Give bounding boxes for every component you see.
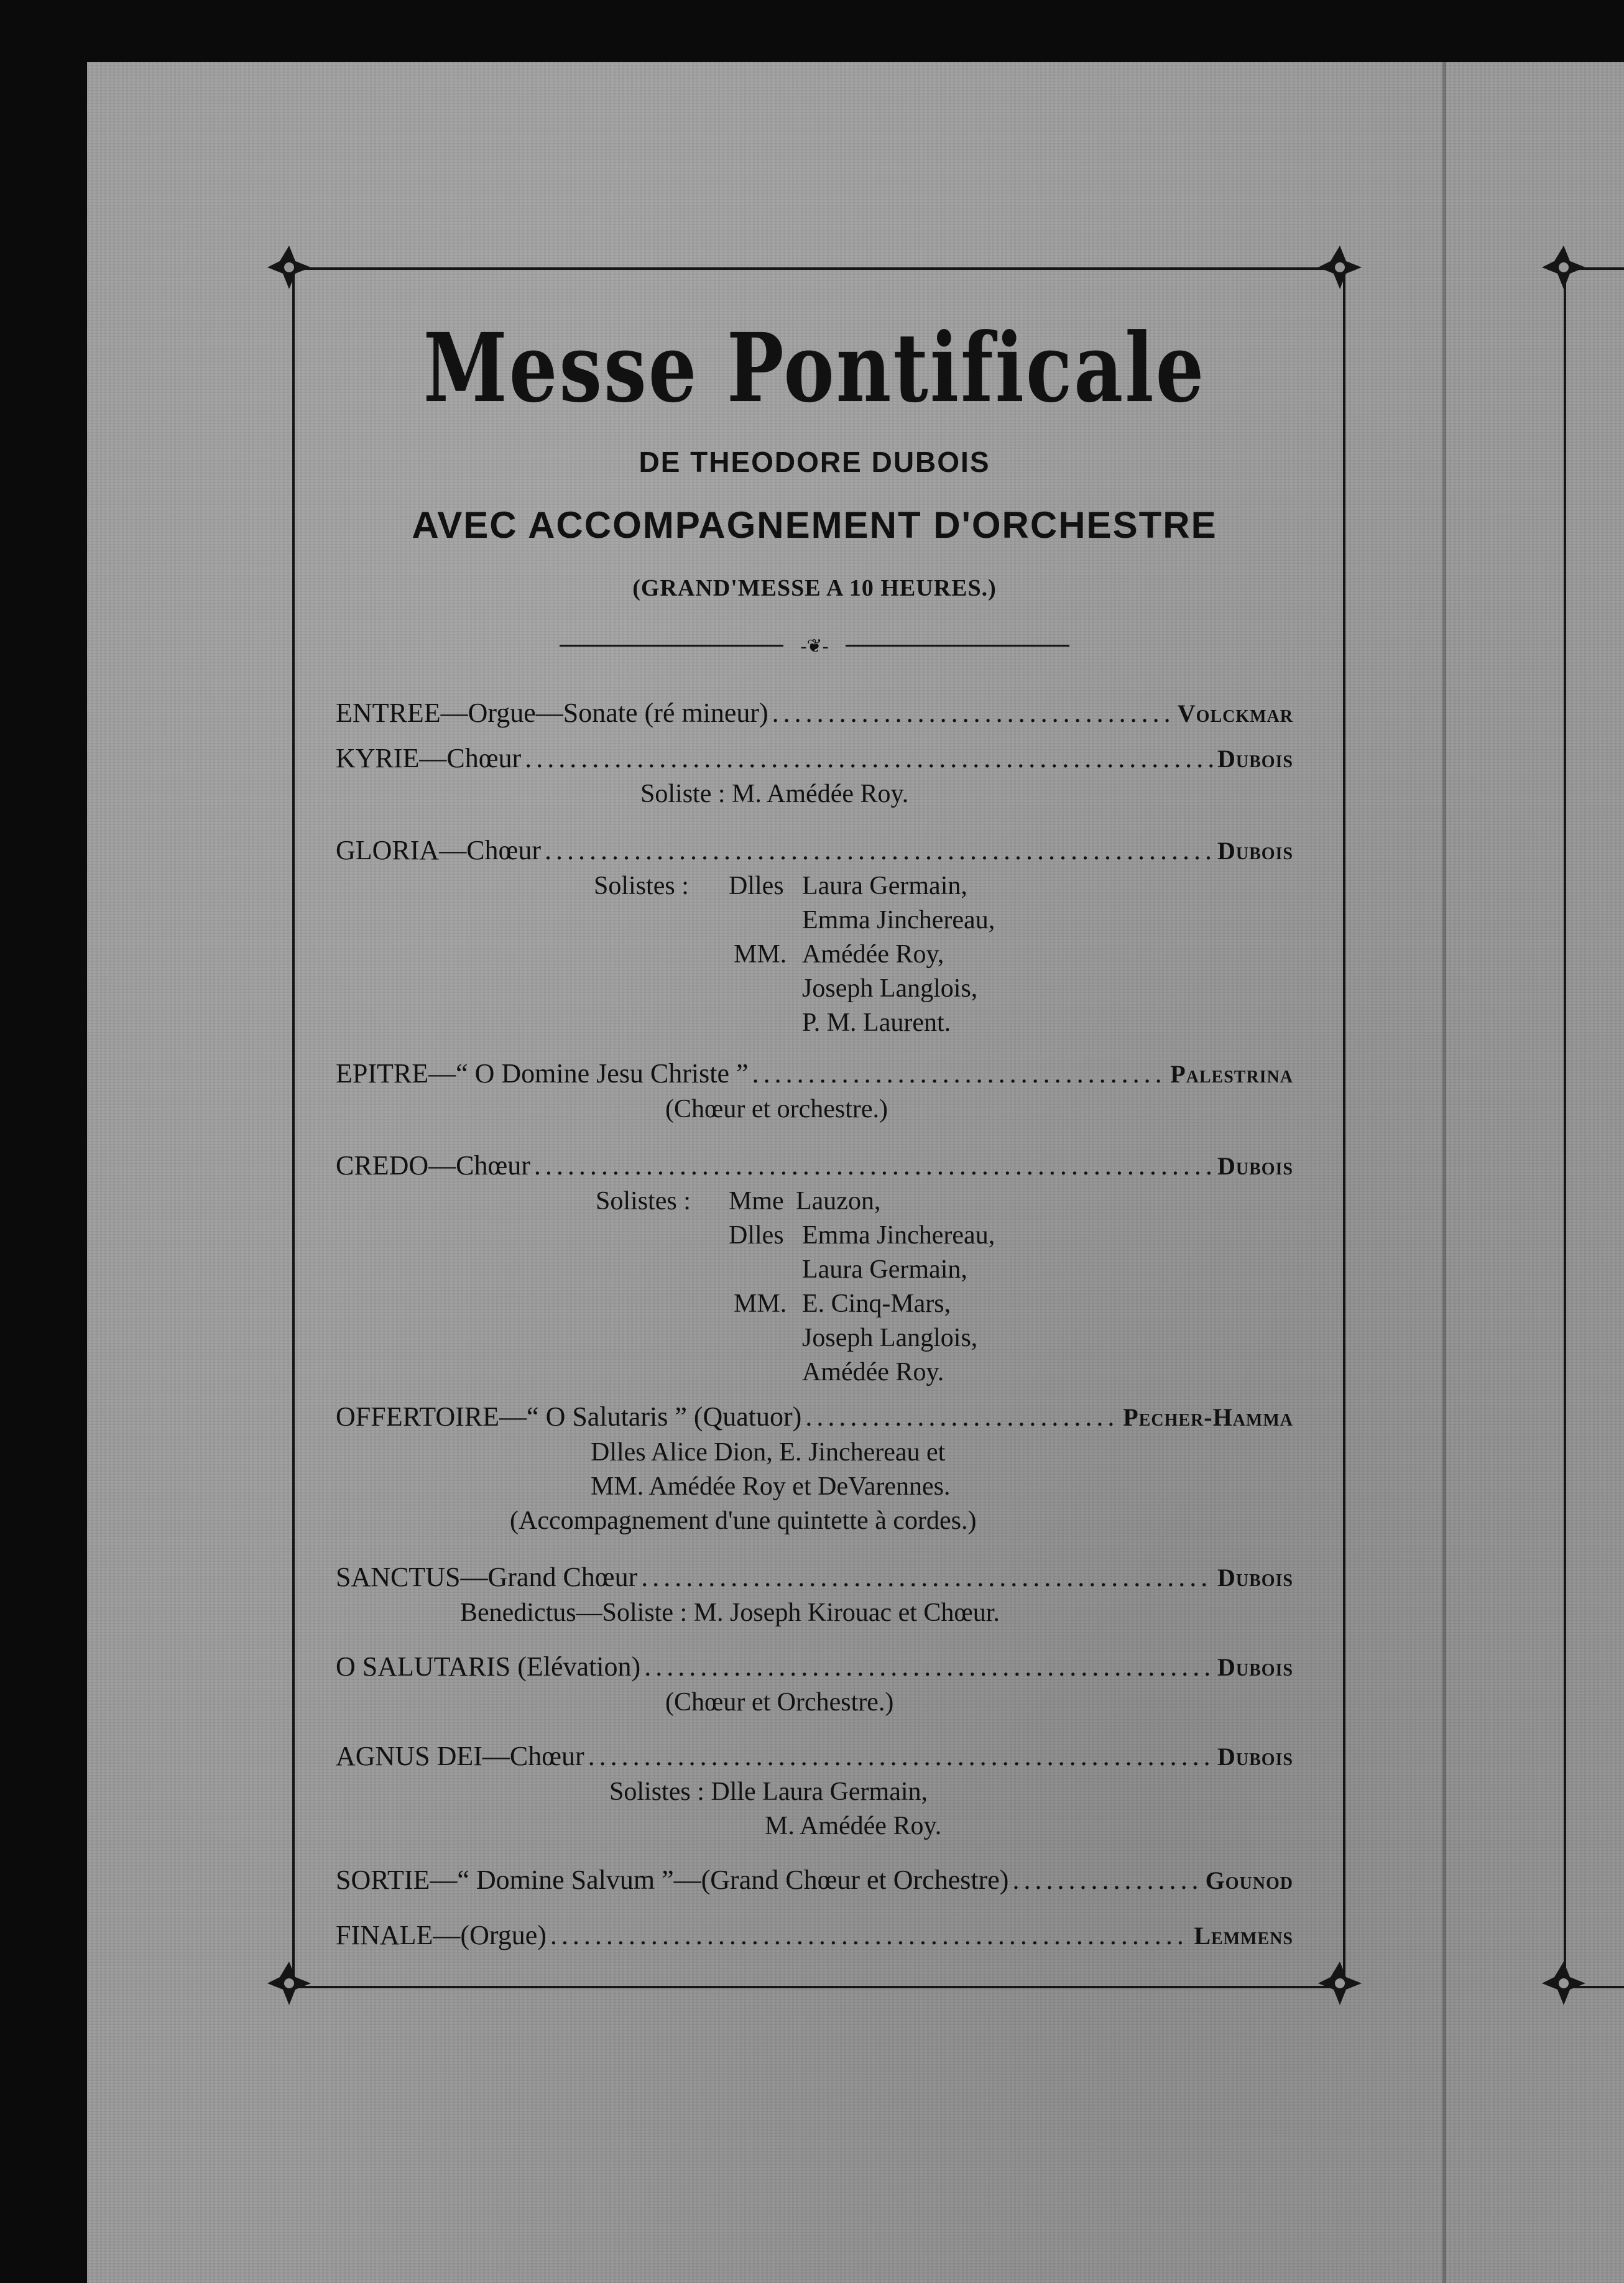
- program-item-finale: [336, 1917, 1293, 1954]
- page-title: Messe Pontificale: [423, 311, 1206, 424]
- item-note: (Chœur et Orchestre.): [665, 1688, 894, 1717]
- soloist-name: P. M. Laurent.: [802, 1008, 951, 1038]
- corner-ornament-icon: [1312, 1955, 1368, 2011]
- program-item-agnus-dei: [336, 1738, 1293, 1775]
- solistes-label: Solistes :: [594, 872, 689, 901]
- program-item-salutaris: [336, 1649, 1293, 1686]
- item-title: SANCTUS—Grand Chœur: [336, 1562, 638, 1593]
- program-item-sanctus: [336, 1559, 1293, 1596]
- corner-ornament-icon: [1536, 1955, 1592, 2011]
- mm-label: MM.: [734, 1289, 787, 1319]
- item-composer: Palestrina: [1170, 1060, 1293, 1089]
- program-item-sortie: [336, 1862, 1293, 1899]
- item-title: O SALUTARIS (Elévation): [336, 1651, 641, 1682]
- item-title: ENTREE—Orgue—Sonate (ré mineur): [336, 698, 768, 729]
- item-performers: Dlles Alice Dion, E. Jinchereau et: [591, 1438, 946, 1467]
- item-note: (Accompagnement d'une quintette à cordes.): [510, 1506, 977, 1536]
- item-composer: Dubois: [1217, 1564, 1293, 1592]
- item-composer: Dubois: [1217, 1152, 1293, 1181]
- item-composer: Gounod: [1205, 1866, 1293, 1895]
- item-soloists: M. Amédée Roy.: [765, 1812, 942, 1841]
- item-composer: Pecher-Hamma: [1123, 1403, 1293, 1432]
- soloist-name: Joseph Langlois,: [802, 974, 978, 1003]
- dlles-label: Dlles: [729, 872, 784, 901]
- item-note: (Chœur et orchestre.): [665, 1095, 888, 1124]
- dlles-label: Dlles: [729, 1221, 784, 1250]
- gloria-soloists: [336, 869, 1293, 1049]
- item-composer: Lemmens: [1194, 1922, 1293, 1950]
- program-item-epitre: [336, 1056, 1293, 1092]
- item-soloists: Solistes : Dlle Laura Germain,: [609, 1778, 928, 1807]
- mme-label: Mme: [729, 1187, 784, 1216]
- soloist-name: Emma Jinchereau,: [802, 906, 995, 935]
- accompaniment-line: AVEC ACCOMPAGNEMENT D'ORCHESTRE: [412, 504, 1217, 547]
- item-soloist: Soliste : M. Amédée Roy.: [640, 780, 909, 809]
- item-title: CREDO—Chœur: [336, 1150, 530, 1181]
- divider-ornament-icon: -❦-: [800, 636, 829, 657]
- corner-ornament-icon: [261, 1955, 317, 2011]
- mm-label: MM.: [734, 940, 787, 969]
- corner-ornament-icon: [1536, 239, 1592, 295]
- item-title: OFFERTOIRE—“ O Salutaris ” (Quatuor): [336, 1401, 802, 1432]
- program-item-entree: [336, 695, 1293, 732]
- soloist-name: Emma Jinchereau,: [802, 1221, 995, 1250]
- page-fold: [1442, 62, 1446, 2283]
- soloist-name: Lauzon,: [796, 1187, 881, 1216]
- item-title: KYRIE—Chœur: [336, 743, 522, 774]
- divider: [560, 633, 1069, 658]
- program-item-gloria: [336, 832, 1293, 869]
- program-item-offertoire: [336, 1399, 1293, 1436]
- item-composer: Dubois: [1217, 1743, 1293, 1771]
- item-composer: Volckmar: [1177, 699, 1293, 728]
- soloist-name: Laura Germain,: [802, 872, 967, 901]
- benedictus-line: Benedictus—Soliste : M. Joseph Kirouac et Chœur.: [460, 1598, 1000, 1628]
- time-note: (GRAND'MESSE A 10 HEURES.): [632, 575, 997, 602]
- soloist-name: Amédée Roy,: [802, 940, 944, 969]
- corner-ornament-icon: [1312, 239, 1368, 295]
- program-item-kyrie: [336, 740, 1293, 777]
- item-title: FINALE—(Orgue): [336, 1920, 547, 1951]
- item-title: EPITRE—“ O Domine Jesu Christe ”: [336, 1058, 749, 1089]
- solistes-label: Solistes :: [596, 1187, 691, 1216]
- item-title: AGNUS DEI—Chœur: [336, 1741, 584, 1772]
- soloist-name: Laura Germain,: [802, 1255, 967, 1284]
- next-page-frame: [1564, 267, 1624, 1988]
- item-performers: MM. Amédée Roy et DeVarennes.: [591, 1472, 951, 1501]
- soloist-name: Joseph Langlois,: [802, 1324, 978, 1353]
- corner-ornament-icon: [261, 239, 317, 295]
- item-composer: Dubois: [1217, 837, 1293, 865]
- program-content: [336, 311, 1293, 1954]
- credo-soloists: [336, 1184, 1293, 1399]
- item-composer: Dubois: [1217, 1653, 1293, 1682]
- item-composer: Dubois: [1217, 745, 1293, 773]
- soloist-name: E. Cinq-Mars,: [802, 1289, 951, 1319]
- item-title: SORTIE—“ Domine Salvum ”—(Grand Chœur et Orchestre): [336, 1865, 1009, 1896]
- soloist-name: Amédée Roy.: [802, 1358, 944, 1387]
- composer-line: DE THEODORE DUBOIS: [639, 446, 990, 479]
- program-item-credo: [336, 1148, 1293, 1184]
- item-title: GLORIA—Chœur: [336, 835, 541, 866]
